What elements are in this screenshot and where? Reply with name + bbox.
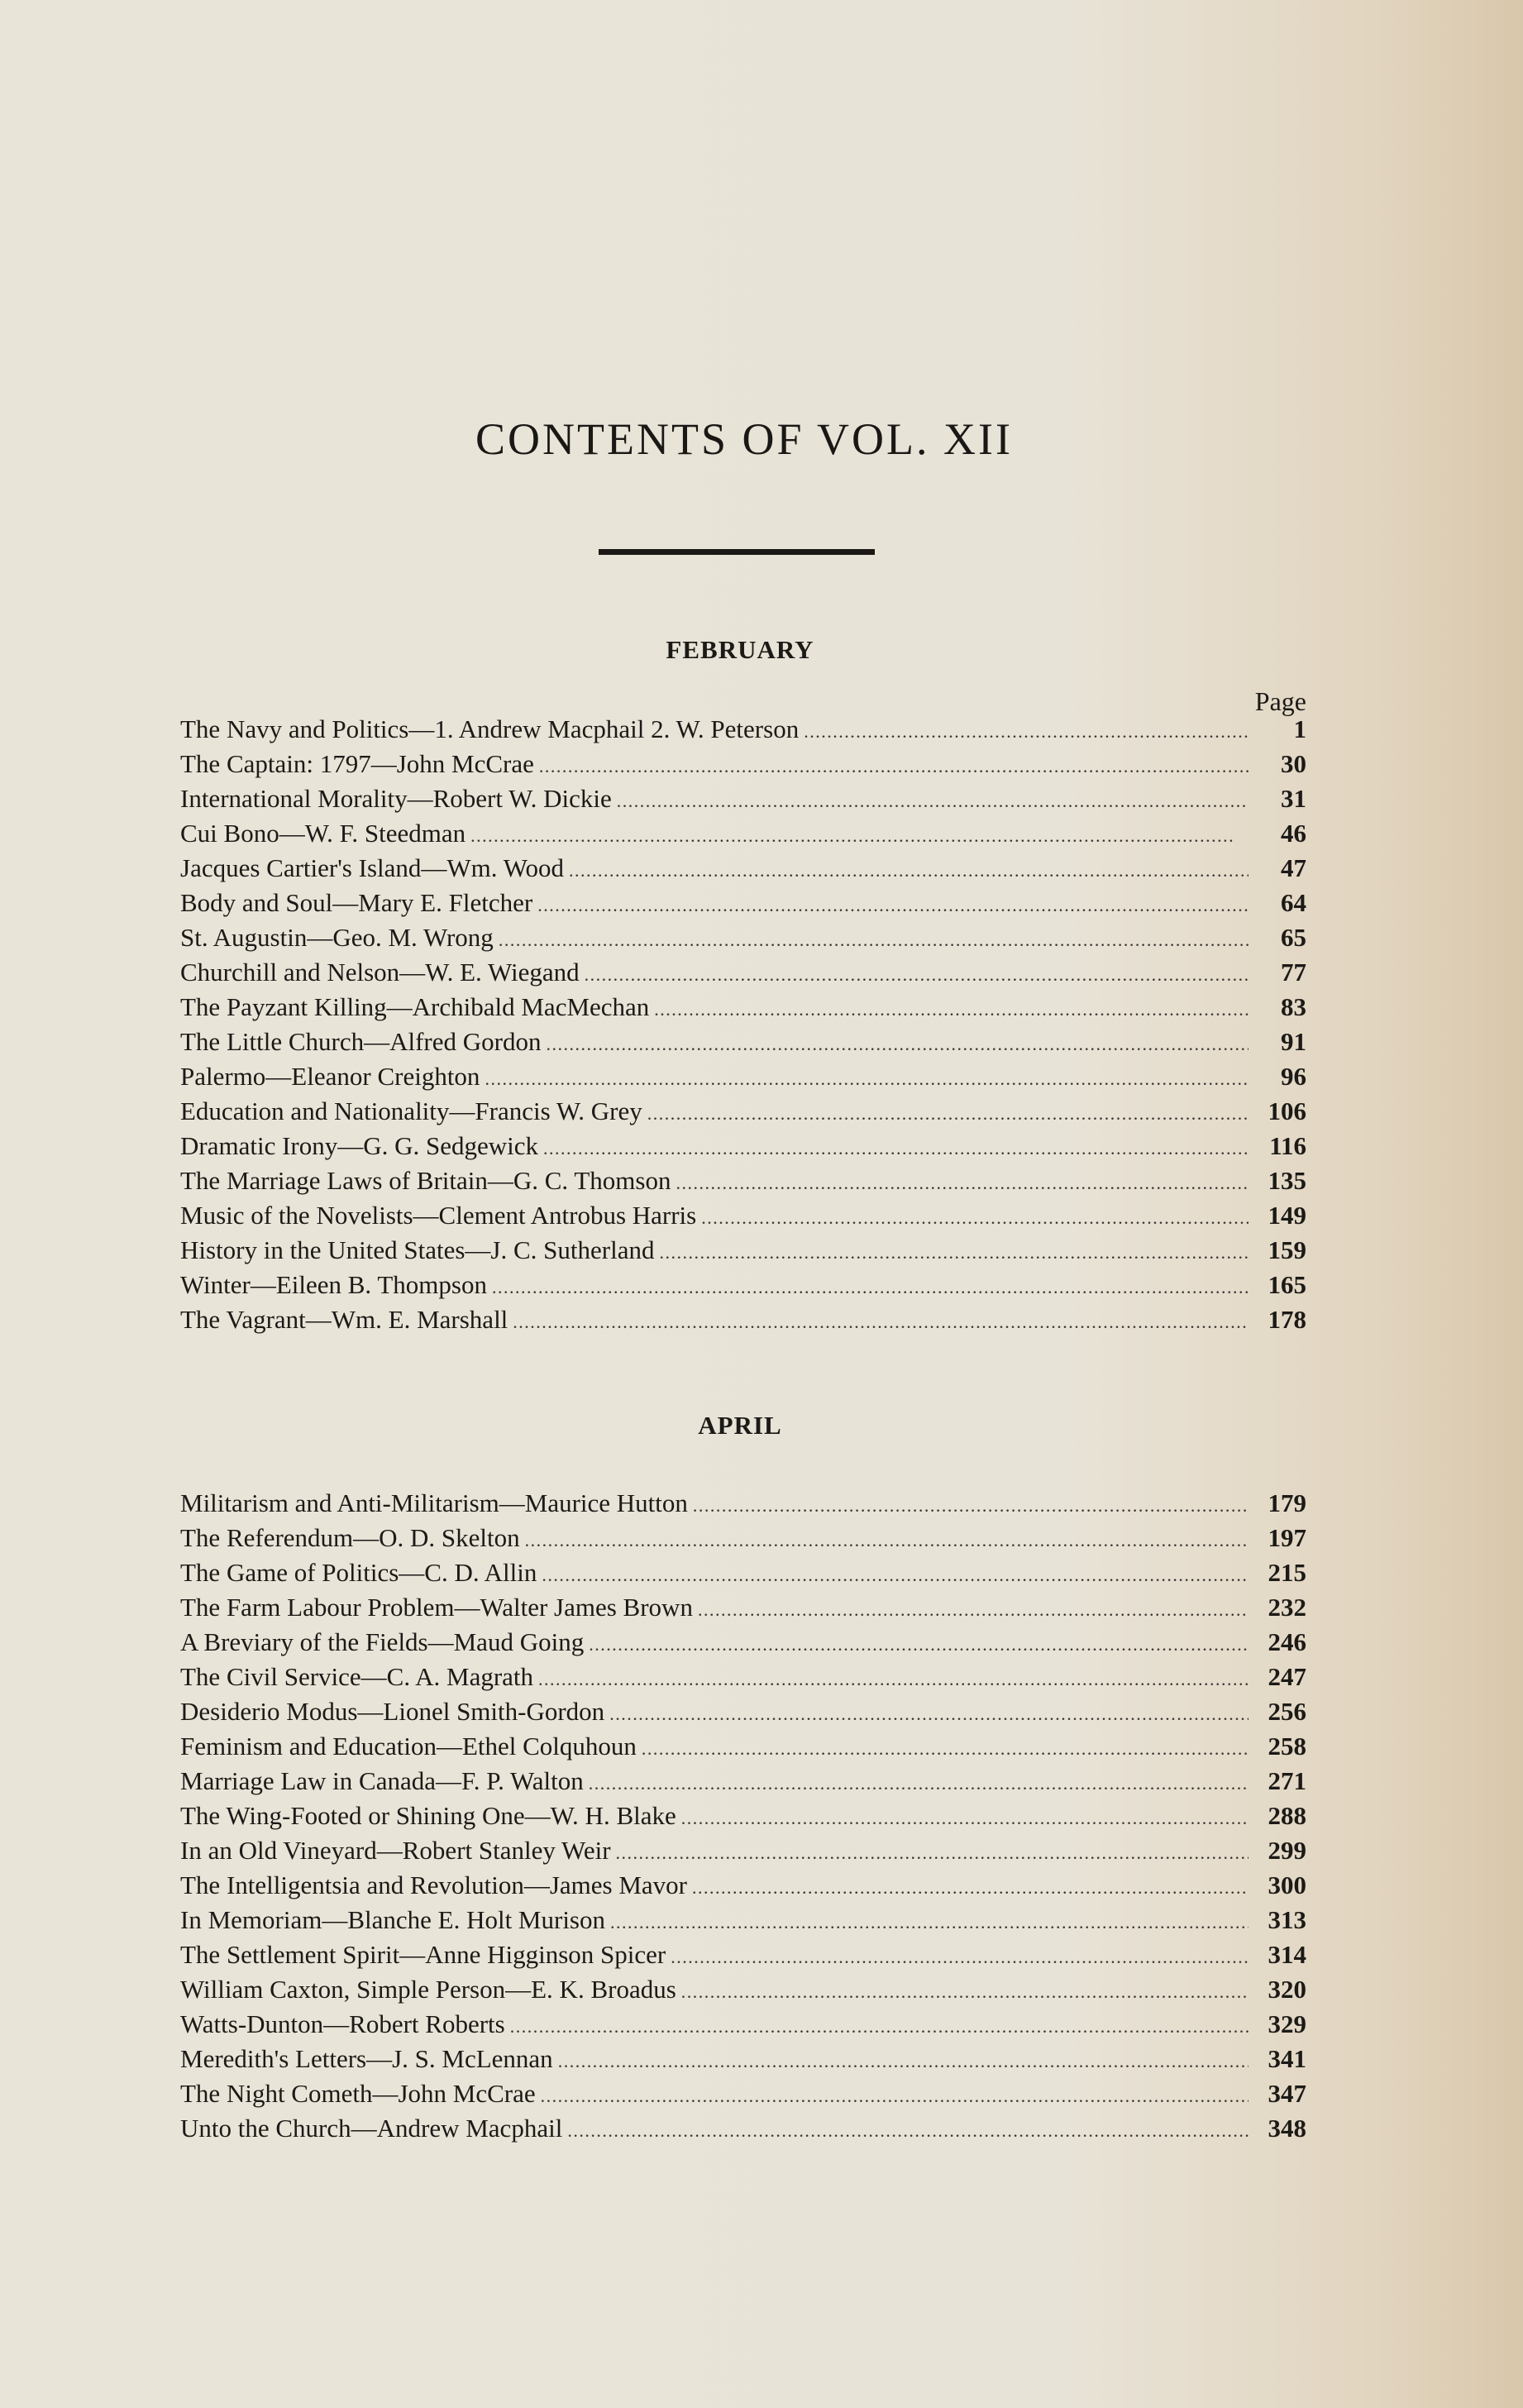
toc-entry-page: 320: [1268, 1975, 1306, 2004]
toc-entry-title: History in the United States—J. C. Sutherland: [180, 1235, 655, 1264]
toc-entry-title: Dramatic Irony—G. G. Sedgewick: [180, 1131, 539, 1160]
dot-leader: [610, 1905, 1248, 1935]
toc-entry-title: Body and Soul—Mary E. Fletcher: [180, 888, 533, 917]
dot-leader: [543, 1131, 1248, 1161]
toc-entry-page: 106: [1268, 1096, 1306, 1125]
toc-entry-page: 83: [1281, 992, 1306, 1021]
page-title: CONTENTS OF VOL. XII: [475, 414, 1013, 464]
toc-entry-page: 116: [1269, 1131, 1306, 1160]
toc-entry-page: 300: [1268, 1870, 1306, 1899]
toc-entry-page: 64: [1281, 888, 1306, 917]
toc-entry-title: The Navy and Politics—1. Andrew Macphail 2. W. Peterson: [180, 714, 800, 743]
toc-entry-title: Militarism and Anti-Militarism—Maurice Hutton: [180, 1488, 688, 1517]
toc-entry-title: The Civil Service—C. A. Magrath: [180, 1662, 534, 1691]
toc-entry: [180, 749, 1306, 784]
toc-entry-page: 347: [1268, 2079, 1306, 2108]
toc-entry: [180, 1305, 1306, 1340]
toc-entry: [180, 853, 1306, 888]
toc-entry-title: William Caxton, Simple Person—E. K. Broadus: [180, 1975, 676, 2004]
page-column-label: Page: [1254, 686, 1306, 716]
dot-leader: [525, 1523, 1248, 1553]
title-rule: [599, 549, 875, 555]
toc-entry: [180, 1940, 1306, 1975]
dot-leader: [539, 749, 1248, 779]
toc-entry-page: 314: [1268, 1940, 1306, 1969]
dot-leader: [617, 784, 1248, 814]
toc-entry-title: The Game of Politics—C. D. Allin: [180, 1558, 537, 1587]
toc-entry: [180, 1096, 1306, 1131]
toc-entry-title: International Morality—Robert W. Dickie: [180, 784, 612, 813]
dot-leader: [569, 853, 1248, 883]
toc-entry: [180, 992, 1306, 1027]
toc-entry-page: 165: [1268, 1270, 1306, 1299]
toc-entry-title: Watts-Dunton—Robert Roberts: [180, 2009, 505, 2038]
toc-entry-page: 65: [1281, 923, 1306, 952]
section-heading-april: APRIL: [698, 1411, 782, 1440]
toc-entry-title: In Memoriam—Blanche E. Holt Murison: [180, 1905, 605, 1934]
toc-entry-page: 77: [1281, 958, 1306, 987]
toc-entry-title: The Settlement Spirit—Anne Higginson Spicer: [180, 1940, 666, 1969]
dot-leader: [558, 2044, 1248, 2074]
toc-entry-page: 299: [1268, 1836, 1306, 1865]
dot-leader: [589, 1627, 1248, 1657]
toc-entry: [180, 819, 1306, 853]
toc-entry: [180, 2044, 1306, 2079]
dot-leader: [541, 2079, 1248, 2109]
toc-entry: [180, 888, 1306, 923]
toc-entry: [180, 1870, 1306, 1905]
toc-entry: [180, 1166, 1306, 1201]
dot-leader: [546, 1027, 1248, 1057]
toc-entry: [180, 1836, 1306, 1870]
toc-entry-title: Desiderio Modus—Lionel Smith-Gordon: [180, 1697, 605, 1726]
toc-list-february: [180, 714, 1306, 1340]
toc-entry-title: Feminism and Education—Ethel Colquhoun: [180, 1732, 637, 1761]
dot-leader: [492, 1270, 1248, 1300]
dot-leader: [567, 2114, 1248, 2143]
toc-entry-page: 47: [1281, 853, 1306, 882]
toc-entry-title: The Referendum—O. D. Skelton: [180, 1523, 520, 1552]
toc-entry-page: 215: [1268, 1558, 1306, 1587]
toc-entry: [180, 2114, 1306, 2148]
toc-entry: [180, 1732, 1306, 1766]
toc-entry-page: 91: [1281, 1027, 1306, 1056]
toc-entry-title: The Vagrant—Wm. E. Marshall: [180, 1305, 508, 1334]
toc-entry: [180, 714, 1306, 749]
dot-leader: [585, 958, 1248, 987]
toc-entry-title: Palermo—Eleanor Creighton: [180, 1062, 480, 1091]
dot-leader: [642, 1732, 1248, 1761]
toc-entry: [180, 1593, 1306, 1627]
toc-entry-title: Marriage Law in Canada—F. P. Walton: [180, 1766, 584, 1795]
toc-entry-page: 348: [1268, 2114, 1306, 2143]
dot-leader: [659, 1235, 1248, 1265]
toc-entry-page: 329: [1268, 2009, 1306, 2038]
toc-entry-title: Unto the Church—Andrew Macphail: [180, 2114, 563, 2143]
dot-leader: [671, 1940, 1248, 1970]
toc-entry-title: The Captain: 1797—John McCrae: [180, 749, 534, 778]
dot-leader: [698, 1593, 1248, 1622]
toc-entry-title: The Intelligentsia and Revolution—James Mavor: [180, 1870, 687, 1899]
dot-leader: [609, 1697, 1248, 1727]
toc-entry-page: 1: [1293, 714, 1306, 743]
toc-entry-page: 159: [1268, 1235, 1306, 1264]
dot-leader: [616, 1836, 1248, 1866]
toc-entry-title: Cui Bono—W. F. Steedman: [180, 819, 466, 848]
toc-entry: [180, 1488, 1306, 1523]
toc-entry-title: St. Augustin—Geo. M. Wrong: [180, 923, 494, 952]
toc-entry-title: The Marriage Laws of Britain—G. C. Thomson: [180, 1166, 671, 1195]
toc-entry-title: A Breviary of the Fields—Maud Going: [180, 1627, 585, 1656]
dot-leader: [654, 992, 1248, 1022]
toc-entry-page: 179: [1268, 1488, 1306, 1517]
toc-entry-page: 313: [1268, 1905, 1306, 1934]
dot-leader: [538, 1662, 1248, 1692]
toc-list-april: [180, 1488, 1306, 2148]
dot-leader: [681, 1801, 1248, 1831]
dot-leader: [510, 2009, 1248, 2039]
dot-leader: [647, 1096, 1248, 1126]
dot-leader: [692, 1870, 1248, 1900]
toc-entry-title: The Night Cometh—John McCrae: [180, 2079, 536, 2108]
section-heading-february: FEBRUARY: [666, 635, 814, 664]
dot-leader: [542, 1558, 1248, 1588]
dot-leader: [693, 1488, 1248, 1518]
toc-entry-page: 46: [1281, 819, 1306, 848]
toc-entry: [180, 1766, 1306, 1801]
toc-entry: [180, 1975, 1306, 2009]
dot-leader: [513, 1305, 1248, 1335]
toc-entry-page: 288: [1268, 1801, 1306, 1830]
toc-entry-page: 178: [1268, 1305, 1306, 1334]
toc-entry: [180, 1558, 1306, 1593]
toc-entry: [180, 1662, 1306, 1697]
toc-entry-title: The Wing-Footed or Shining One—W. H. Blake: [180, 1801, 676, 1830]
toc-entry: [180, 1270, 1306, 1305]
toc-entry-title: Winter—Eileen B. Thompson: [180, 1270, 487, 1299]
dot-leader: [589, 1766, 1248, 1796]
dot-leader: [470, 819, 1248, 848]
toc-entry-title: The Payzant Killing—Archibald MacMechan: [180, 992, 650, 1021]
toc-entry-page: 271: [1268, 1766, 1306, 1795]
toc-entry-title: Jacques Cartier's Island—Wm. Wood: [180, 853, 564, 882]
dot-leader: [701, 1201, 1248, 1230]
toc-entry-title: Education and Nationality—Francis W. Grey: [180, 1096, 642, 1125]
toc-entry: [180, 1027, 1306, 1062]
toc-entry-title: Churchill and Nelson—W. E. Wiegand: [180, 958, 580, 987]
toc-entry: [180, 1627, 1306, 1662]
dot-leader: [676, 1166, 1248, 1196]
toc-entry: [180, 958, 1306, 992]
toc-entry: [180, 1905, 1306, 1940]
dot-leader: [537, 888, 1248, 918]
toc-entry-page: 31: [1281, 784, 1306, 813]
dot-leader: [499, 923, 1248, 953]
toc-entry: [180, 1131, 1306, 1166]
toc-entry-page: 247: [1268, 1662, 1306, 1691]
dot-leader: [681, 1975, 1248, 2004]
toc-entry-title: In an Old Vineyard—Robert Stanley Weir: [180, 1836, 611, 1865]
toc-entry-title: The Little Church—Alfred Gordon: [180, 1027, 542, 1056]
toc-entry-page: 96: [1281, 1062, 1306, 1091]
toc-entry-page: 256: [1268, 1697, 1306, 1726]
dot-leader: [804, 714, 1248, 744]
toc-entry-title: Meredith's Letters—J. S. McLennan: [180, 2044, 553, 2073]
toc-entry: [180, 2079, 1306, 2114]
toc-entry-page: 197: [1268, 1523, 1306, 1552]
toc-entry-page: 258: [1268, 1732, 1306, 1761]
toc-entry: [180, 1801, 1306, 1836]
toc-entry: [180, 2009, 1306, 2044]
toc-entry: [180, 1062, 1306, 1096]
toc-entry: [180, 923, 1306, 958]
toc-entry-page: 149: [1268, 1201, 1306, 1230]
toc-entry: [180, 1697, 1306, 1732]
toc-entry: [180, 1201, 1306, 1235]
toc-entry-page: 135: [1268, 1166, 1306, 1195]
toc-entry: [180, 1235, 1306, 1270]
toc-entry-page: 30: [1281, 749, 1306, 778]
dot-leader: [485, 1062, 1248, 1092]
toc-entry: [180, 1523, 1306, 1558]
toc-entry-title: Music of the Novelists—Clement Antrobus Harris: [180, 1201, 697, 1230]
toc-entry-page: 341: [1268, 2044, 1306, 2073]
toc-entry: [180, 784, 1306, 819]
toc-entry-page: 246: [1268, 1627, 1306, 1656]
toc-entry-page: 232: [1268, 1593, 1306, 1622]
toc-entry-title: The Farm Labour Problem—Walter James Brown: [180, 1593, 693, 1622]
